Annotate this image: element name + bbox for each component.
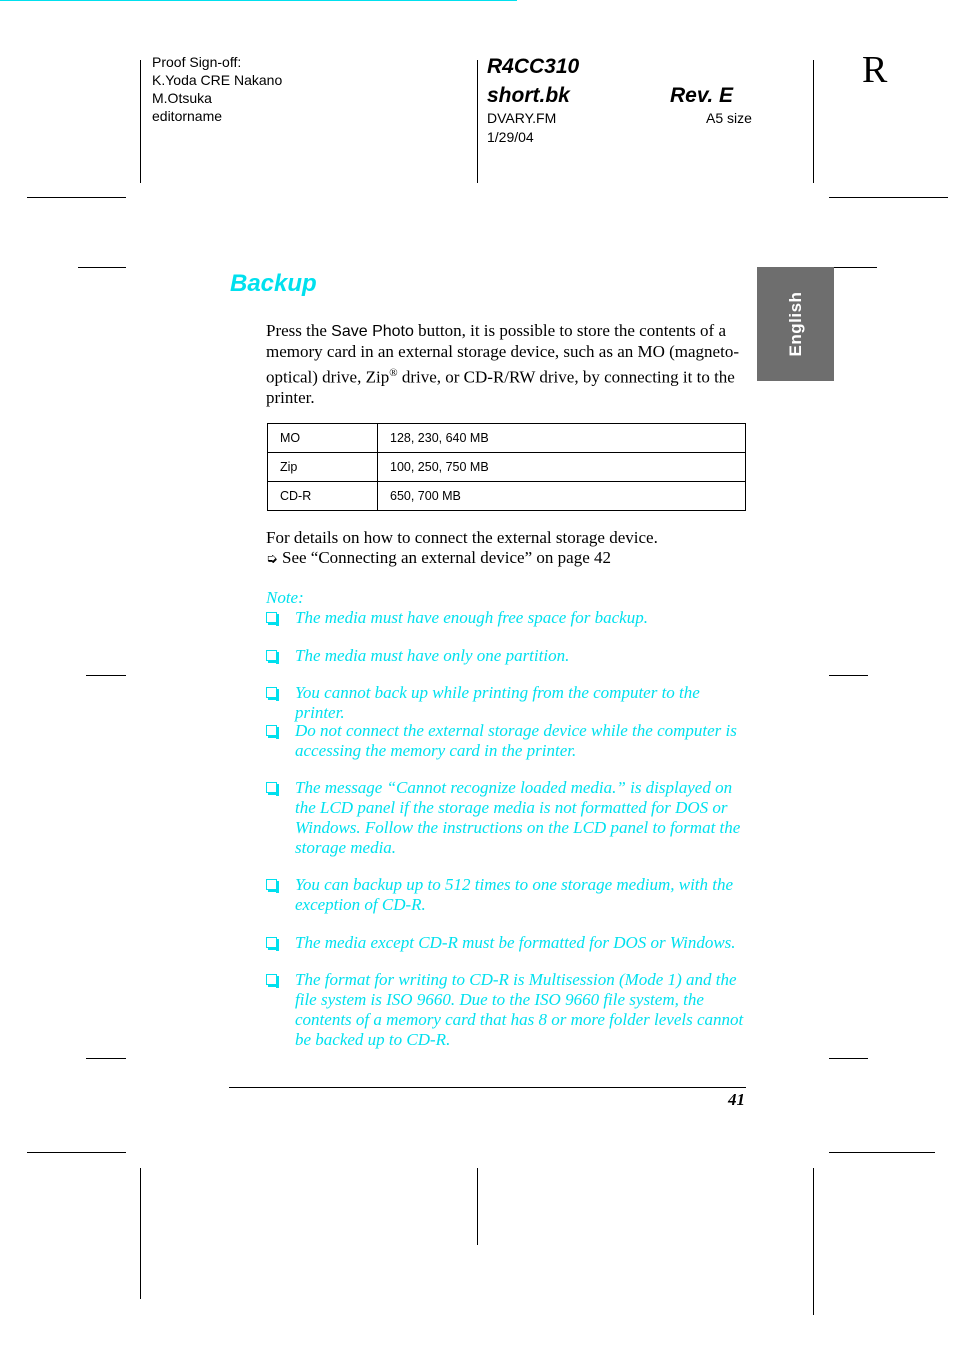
see-link-text: See “Connecting an external device” on page 42: [281, 548, 611, 568]
doc-code-block: [487, 52, 579, 110]
title-rule: [0, 0, 517, 1]
registered-mark: ®: [389, 366, 398, 379]
note-item-text: Do not connect the external storage device while the computer is accessing the memory card in the printer.: [295, 721, 737, 760]
note-item-text: The message “Cannot recognize loaded media.” is displayed on the LCD panel if the storage media is not formatted for DOS or Windows. Follow the instructions on the LCD panel to format the storage media.: [295, 778, 741, 857]
note-item-text: The media must have only one partition.: [295, 646, 570, 665]
table-row: [268, 424, 746, 453]
table-row: [268, 453, 746, 482]
proof-line: editorname: [152, 108, 223, 124]
note-item-text: You can backup up to 512 times to one storage medium, with the exception of CD-R.: [295, 875, 734, 914]
save-photo-button-name: Save Photo: [331, 323, 414, 340]
capacity-cell: 128, 230, 640 MB: [378, 424, 746, 453]
note-item-text: The format for writing to CD-R is Multisession (Mode 1) and the file system is ISO 9660. Due to the ISO 9660 file system, the contents of a memory card that has 8 or more folder levels cannot be backed up to CD-R.: [295, 970, 744, 1049]
details-text: For details on how to connect the external storage device.: [266, 528, 658, 547]
device-cell: CD-R: [268, 482, 378, 511]
section-title: Backup: [230, 270, 317, 297]
note-item-text: You cannot back up while printing from the computer to the printer.: [295, 683, 700, 722]
proof-line: M.Otsuka: [152, 90, 212, 106]
book-name: short.bk: [487, 84, 570, 107]
device-cell: MO: [268, 424, 378, 453]
device-cell: Zip: [268, 453, 378, 482]
revision: Rev. E: [670, 84, 734, 107]
media-capacity-table: [267, 423, 746, 511]
page-number: 41: [728, 1090, 745, 1109]
proof-signoff: [152, 53, 282, 125]
arrow-icon: ➭: [266, 551, 278, 568]
doc-code: R4CC310: [487, 55, 580, 78]
language-tab-label: English: [785, 291, 805, 357]
see-reference: [266, 548, 746, 569]
checkbox-bullet-icon: [266, 782, 277, 793]
page-size: A5 size: [706, 110, 752, 126]
checkbox-bullet-icon: [266, 687, 277, 698]
details-paragraph: [266, 528, 746, 570]
file-info: [487, 109, 556, 147]
page-letter: R: [862, 49, 888, 91]
intro-post: drive, or CD-R/RW drive, by connecting it to the printer.: [266, 367, 735, 407]
checkbox-bullet-icon: [266, 974, 277, 985]
note-item-text: The media except CD-R must be formatted for DOS or Windows.: [295, 933, 736, 952]
table-row: [268, 482, 746, 511]
file-name: DVARY.FM: [487, 110, 557, 126]
proof-line: K.Yoda CRE Nakano: [152, 72, 283, 88]
proof-line: Proof Sign-off:: [152, 54, 242, 70]
checkbox-bullet-icon: [266, 879, 277, 890]
intro-paragraph: [266, 321, 746, 408]
intro-pre: Press the: [266, 321, 332, 340]
checkbox-bullet-icon: [266, 612, 277, 623]
footer-rule: [229, 1087, 746, 1088]
checkbox-bullet-icon: [266, 725, 277, 736]
language-tab: [757, 267, 834, 381]
note-title: Note:: [266, 588, 304, 607]
intro-mid: button, it is possible to store the contents of a memory card in an external storage device, such as an MO (magneto-optical) drive, Zip: [266, 321, 739, 387]
checkbox-bullet-icon: [266, 650, 277, 661]
file-date: 1/29/04: [487, 129, 534, 145]
capacity-cell: 100, 250, 750 MB: [378, 453, 746, 482]
checkbox-bullet-icon: [266, 937, 277, 948]
capacity-cell: 650, 700 MB: [378, 482, 746, 511]
note-item-text: The media must have enough free space for backup.: [295, 608, 648, 627]
